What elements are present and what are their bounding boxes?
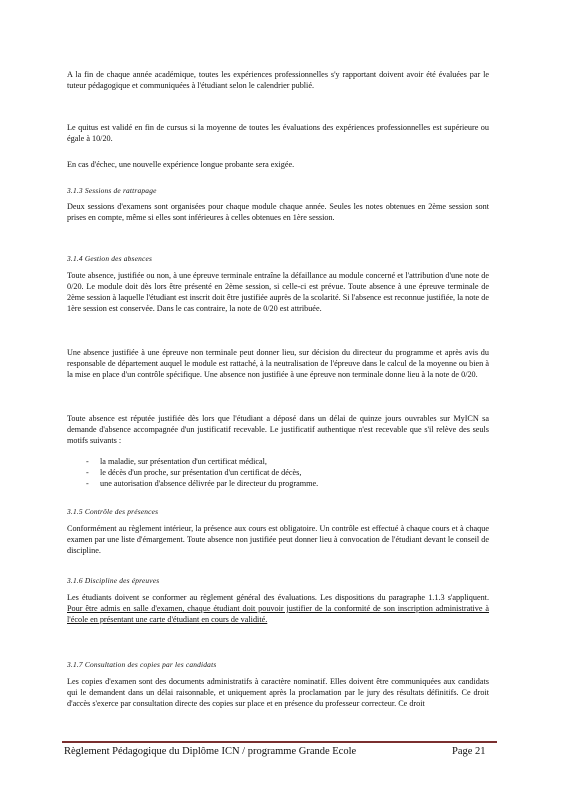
page-number: Page 21 xyxy=(452,746,486,757)
absence-motifs-list xyxy=(86,456,318,489)
discipline-text: Les étudiants doivent se conformer au règlement général des évaluations. Les dispositions du paragraphe 1.1.3 s'appliquent. xyxy=(67,593,489,602)
paragraph-sessions: Deux sessions d'examens sont organisées pour chaque module chaque année. Seules les notes obtenues en 2ème session sont prises en compte, même si elles sont inférieures à celles obtenues en 1ère session. xyxy=(67,202,489,222)
heading-gestion-absences: 3.1.4 Gestion des absences xyxy=(67,254,153,263)
list-item: - une autorisation d'absence délivrée par le directeur du programme. xyxy=(86,478,318,489)
list-item: - la maladie, sur présentation d'un certificat médical, xyxy=(86,456,318,467)
paragraph-quitus: Le quitus est validé en fin de cursus si la moyenne de toutes les évaluations des expériences professionnelles est supérieure ou égale à 10/20. xyxy=(67,123,489,143)
heading-consultation-copies: 3.1.7 Consultation des copies par les candidats xyxy=(67,660,217,669)
footer-title: Règlement Pédagogique du Diplôme ICN / programme Grande Ecole xyxy=(64,746,357,757)
paragraph-echec: En cas d'échec, une nouvelle expérience longue probante sera exigée. xyxy=(67,160,295,169)
heading-controle-presences: 3.1.5 Contrôle des présences xyxy=(67,507,159,516)
paragraph-evaluation: A la fin de chaque année académique, toutes les expériences professionnelles s'y rapportant doivent avoir été évaluées par le tuteur pédagogique et communiquées à l'étudiant selon le calendrier publié. xyxy=(67,70,489,90)
paragraph-absence-non-terminale: Une absence justifiée à une épreuve non terminale peut donner lieu, sur décision du directeur du programme et après avis du responsable de département auquel le module est rattaché, à la neutralisation de l'épreuve dans le calcul de la moyenne ou bien à la mise en place d'un contrôle spécifique. Une absence non justifiée à une épreuve non terminale donne lieu à la note de 0/20. xyxy=(67,348,489,379)
paragraph-justification: Toute absence est réputée justifiée dès lors que l'étudiant a déposé dans un délai de quinze jours ouvrables sur MyICN sa demande d'absence accompagnée d'un justificatif recevable. Le justificatif authentique n'est recevable que s'il relève des seuls motifs suivants : xyxy=(67,414,489,445)
paragraph-consultation: Les copies d'examen sont des documents administratifs à caractère nominatif. Elles doivent être communiquées aux candidats qui le demandent dans un délai raisonnable, et uniquement après la proclamation par le jury des résultats définitifs. Ce droit d'accès s'exerce par consultation directe des copies sur place et en présence du professeur correcteur. Ce droit xyxy=(67,677,489,708)
paragraph-absence-terminale: Toute absence, justifiée ou non, à une épreuve terminale entraîne la défaillance au module concerné et l'attribution d'une note de 0/20. Le module doit dès lors être présenté en 2ème session, si celle-ci est prévue. Toute absence à une épreuve terminale de 2ème session à laquelle l'étudiant est inscrit doit être justifiée auprès de la scolarité. Si l'absence est reconnue justifiée, la note de 1ère session est conservée. Dans le cas contraire, la note de 0/20 est attribuée. xyxy=(67,271,489,313)
discipline-underlined-text: Pour être admis en salle d'examen, chaque étudiant doit pouvoir justifier de la conformité de son inscription administrative à l'école en présentant une carte d'étudiant en cours de validité. xyxy=(67,604,489,624)
list-item: - le décès d'un proche, sur présentation d'un certificat de décès, xyxy=(86,467,318,478)
paragraph-presences: Conformément au règlement intérieur, la présence aux cours est obligatoire. Un contrôle est effectué à chaque cours et à chaque examen par une liste d'émargement. Toute absence non justifiée peut donner lieu à convocation de l'étudiant devant le conseil de discipline. xyxy=(67,524,489,555)
paragraph-discipline xyxy=(67,592,489,625)
footer-divider xyxy=(62,741,497,743)
heading-discipline-epreuves: 3.1.6 Discipline des épreuves xyxy=(67,576,160,585)
heading-sessions-rattrapage: 3.1.3 Sessions de rattrapage xyxy=(67,186,157,195)
